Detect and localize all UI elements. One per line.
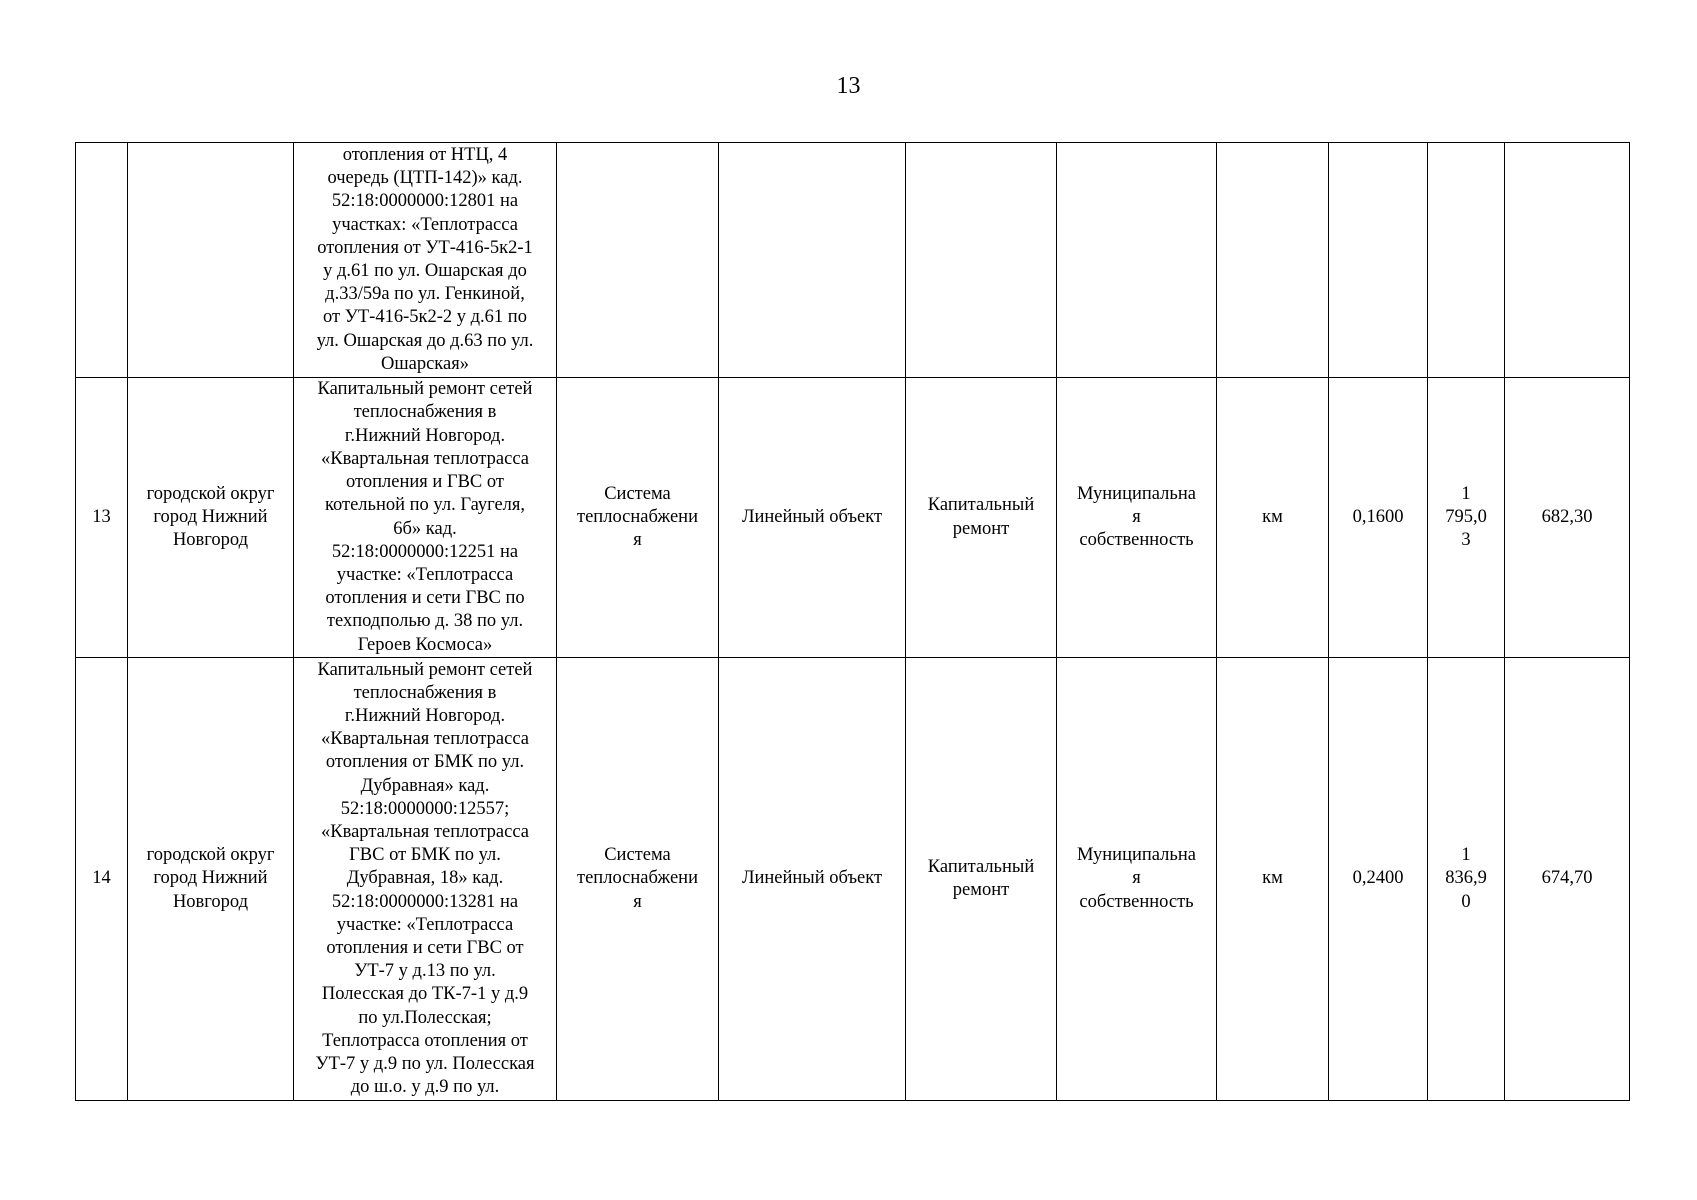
description-line: участках: «Теплотрасса bbox=[332, 214, 518, 235]
cell-ownership bbox=[1057, 658, 1217, 1101]
cell-territory bbox=[128, 658, 294, 1101]
territory-line: Новгород bbox=[172, 891, 249, 912]
description-line: Капитальный ремонт сетей bbox=[317, 379, 533, 400]
description-line: Капитальный ремонт сетей bbox=[317, 659, 533, 680]
page-number: 13 bbox=[836, 73, 861, 99]
work-type-line: ремонт bbox=[952, 518, 1010, 539]
description-line: УТ-7 у д.9 по ул. Полесская bbox=[315, 1054, 535, 1075]
description-line: 52:18:0000000:13281 на bbox=[331, 891, 519, 912]
description-line: «Квартальная теплотрасса bbox=[321, 729, 529, 750]
system-line: Система bbox=[604, 845, 671, 866]
table-row bbox=[76, 143, 1630, 378]
cell-work-type bbox=[906, 658, 1057, 1101]
system-line: теплоснабжени bbox=[577, 506, 698, 527]
cost-line: 3 bbox=[1461, 530, 1471, 551]
cost-line: 836,9 bbox=[1445, 868, 1487, 889]
cell-system bbox=[557, 658, 719, 1101]
description-line: Дубравная» кад. bbox=[360, 775, 490, 796]
work-type-line: Капитальный bbox=[927, 495, 1035, 516]
cell-length: 0,2400 bbox=[1329, 658, 1428, 1101]
description-line: ГВС от БМК по ул. bbox=[349, 845, 501, 866]
description-line: отопления и сети ГВС от bbox=[326, 938, 524, 958]
description-line: 52:18:0000000:12557; bbox=[340, 798, 510, 819]
description-line: отопления от НТЦ, 4 bbox=[342, 144, 508, 165]
table-row bbox=[76, 378, 1630, 658]
cell-territory bbox=[128, 378, 294, 658]
cell-number: 14 bbox=[76, 658, 128, 1101]
cell-number bbox=[76, 143, 128, 378]
cell-unit-cost bbox=[1505, 143, 1630, 378]
description-line: УТ-7 у д.13 по ул. bbox=[354, 961, 496, 982]
description-line: Теплотрасса отопления от bbox=[322, 1030, 528, 1051]
cost-line: 795,0 bbox=[1445, 506, 1487, 527]
description-line: до ш.о. у д.9 по ул. bbox=[350, 1077, 500, 1098]
description-line: 6б» кад. bbox=[393, 518, 457, 539]
ownership-line: я bbox=[1132, 868, 1141, 889]
description-line: «Квартальная теплотрасса bbox=[321, 821, 529, 842]
cell-unit-cost: 674,70 bbox=[1505, 658, 1630, 1101]
system-line: я bbox=[633, 530, 642, 551]
work-type-line: ремонт bbox=[952, 880, 1010, 900]
description-line: теплоснабжения в bbox=[353, 402, 497, 423]
cell-number: 13 bbox=[76, 378, 128, 658]
system-line: я bbox=[633, 891, 642, 912]
cell-ownership bbox=[1057, 143, 1217, 378]
cost-line: 0 bbox=[1461, 891, 1471, 912]
description-line: 52:18:0000000:12251 на bbox=[331, 541, 519, 562]
cell-description bbox=[294, 378, 557, 658]
description-line: очередь (ЦТП-142)» кад. bbox=[327, 168, 523, 189]
cell-ownership bbox=[1057, 378, 1217, 658]
description-line: по ул.Полесская; bbox=[358, 1007, 492, 1028]
cost-line: 1 bbox=[1461, 845, 1471, 866]
description-line: отопления и сети ГВС по bbox=[325, 588, 525, 609]
cell-cost bbox=[1428, 143, 1505, 378]
territory-line: Новгород bbox=[172, 530, 249, 551]
territory-line: город Нижний bbox=[153, 506, 268, 527]
cell-unit: км bbox=[1217, 378, 1329, 658]
ownership-line: Муниципальна bbox=[1077, 483, 1196, 504]
description-line: участке: «Теплотрасса bbox=[336, 564, 514, 585]
system-line: теплоснабжени bbox=[577, 868, 698, 889]
cell-object-type: Линейный объект bbox=[719, 378, 906, 658]
description-line: Полесская до ТК-7-1 у д.9 bbox=[321, 984, 529, 1005]
ownership-line: я bbox=[1132, 506, 1141, 527]
description-line: отопления и ГВС от bbox=[346, 472, 504, 493]
capital-repair-table bbox=[75, 142, 1630, 1101]
description-line: 52:18:0000000:12801 на bbox=[331, 191, 519, 212]
cell-territory bbox=[128, 143, 294, 378]
table-row bbox=[76, 658, 1630, 1101]
cell-system bbox=[557, 143, 719, 378]
cell-object-type bbox=[719, 143, 906, 378]
cell-unit bbox=[1217, 143, 1329, 378]
cell-work-type bbox=[906, 378, 1057, 658]
description-line: Героев Космоса» bbox=[357, 634, 493, 655]
ownership-line: собственность bbox=[1079, 891, 1194, 912]
description-line: участке: «Теплотрасса bbox=[336, 914, 514, 935]
work-type-line: Капитальный bbox=[927, 856, 1035, 877]
ownership-line: Муниципальна bbox=[1077, 845, 1196, 866]
description-line: д.33/59а по ул. Генкиной, bbox=[325, 284, 525, 305]
description-line: г.Нижний Новгород. bbox=[344, 705, 506, 726]
description-line: «Квартальная теплотрасса bbox=[321, 448, 529, 469]
territory-line: город Нижний bbox=[153, 868, 268, 889]
description-line: отопления от УТ-416-5к2-1 bbox=[317, 237, 533, 258]
cost-line: 1 bbox=[1461, 483, 1471, 504]
description-line: котельной по ул. Гаугеля, bbox=[324, 495, 526, 516]
cell-work-type bbox=[906, 143, 1057, 378]
territory-line: городской округ bbox=[146, 483, 275, 504]
description-line: у д.61 по ул. Ошарская до bbox=[323, 261, 527, 281]
description-line: от УТ-416-5к2-2 у д.61 по bbox=[323, 307, 527, 328]
cell-object-type: Линейный объект bbox=[719, 658, 906, 1101]
cell-length: 0,1600 bbox=[1329, 378, 1428, 658]
description-line: теплоснабжения в bbox=[353, 682, 497, 703]
cell-unit: км bbox=[1217, 658, 1329, 1101]
cell-length bbox=[1329, 143, 1428, 378]
description-line: Дубравная, 18» кад. bbox=[346, 868, 504, 889]
territory-line: городской округ bbox=[146, 845, 275, 866]
cell-cost bbox=[1428, 378, 1505, 658]
system-line: Система bbox=[604, 483, 671, 504]
cell-unit-cost: 682,30 bbox=[1505, 378, 1630, 658]
ownership-line: собственность bbox=[1079, 530, 1194, 551]
cell-system bbox=[557, 378, 719, 658]
cell-description bbox=[294, 658, 557, 1101]
description-line: отопления от БМК по ул. bbox=[325, 752, 525, 773]
description-line: г.Нижний Новгород. bbox=[344, 425, 506, 446]
description-line: техподполью д. 38 по ул. bbox=[326, 611, 524, 632]
cell-cost bbox=[1428, 658, 1505, 1101]
cell-description bbox=[294, 143, 557, 378]
description-line: Ошарская» bbox=[381, 353, 469, 374]
description-line: ул. Ошарская до д.63 по ул. bbox=[316, 330, 534, 351]
